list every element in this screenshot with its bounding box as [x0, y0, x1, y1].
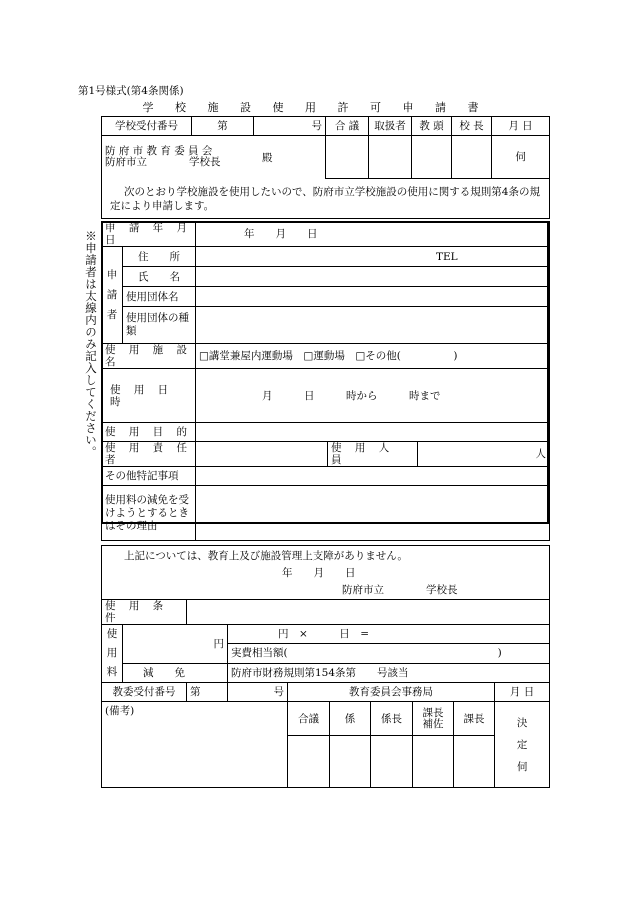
applicant-label: 申請者 — [102, 247, 123, 344]
stamp-gougi[interactable] — [326, 136, 369, 179]
headcount-field[interactable] — [418, 442, 550, 467]
other-field[interactable] — [196, 467, 550, 486]
purpose-label: 使 用 目 的 — [102, 423, 196, 442]
stamp-kakaricho-box[interactable] — [371, 736, 413, 788]
addressee-cell — [102, 136, 326, 179]
col-gougi: 合 議 — [326, 117, 369, 136]
actual-cost[interactable]: 実費相当額( ) — [228, 644, 550, 663]
address-field[interactable] — [196, 247, 550, 267]
stamp-label-kacho: 課長 — [454, 702, 495, 736]
dono: 殿 — [262, 152, 273, 164]
facility-options[interactable]: □講堂兼屋内運動場 □運動場 □その他( ) — [196, 344, 550, 369]
date-label: 申 請 年 月 日 — [102, 222, 196, 247]
conditions-label: 使 用 条 件 — [102, 600, 187, 625]
col-vice-principal: 教 頭 — [412, 117, 452, 136]
col-month-day: 月 日 — [492, 117, 550, 136]
office-month-day: 月 日 — [495, 683, 550, 702]
remarks-cell[interactable] — [102, 702, 288, 788]
fee-amount[interactable] — [123, 625, 228, 664]
notice-date[interactable]: 年 月 日 — [282, 567, 356, 579]
headcount-label: 使 用 人 員 — [328, 442, 418, 467]
addressee-line1: 防 府 市 教 育 委 員 会 — [105, 145, 213, 158]
stamp-deputy-box[interactable] — [413, 736, 454, 788]
form-number: 第1号様式(第4条関係) — [78, 85, 184, 97]
date-value[interactable]: 年 月 日 — [196, 222, 550, 247]
stamp-vice-principal[interactable] — [412, 136, 452, 179]
board-receipt-label: 教委受付番号 — [102, 683, 187, 702]
person-unit: 人 — [535, 448, 547, 460]
stamp-handler[interactable] — [369, 136, 412, 179]
secretariat: 教育委員会事務局 — [288, 683, 495, 702]
datetime-value[interactable]: 月 日 時から 時まで — [196, 369, 550, 423]
stamp-principal[interactable] — [452, 136, 492, 179]
stamp-label-deputy: 課長補佐 — [413, 702, 454, 736]
yen-unit: 円 — [213, 637, 224, 650]
datetime-label: 使 用 日 時 — [102, 369, 196, 423]
decision: 決定伺 — [495, 702, 550, 788]
application-table — [101, 221, 550, 541]
notice-cell — [102, 546, 550, 600]
group-type-label: 使用団体の種類 — [123, 307, 196, 344]
manager-label: 使 用 責 任 者 — [102, 442, 196, 467]
side-note: ※申請者は太線内のみ記入してください。 — [84, 230, 98, 458]
col-principal: 校 長 — [452, 117, 492, 136]
col-handler: 取扱者 — [369, 117, 412, 136]
receipt-no-label: 学校受付番号 — [102, 117, 192, 136]
other-label: その他特記事項 — [102, 467, 196, 486]
regulation[interactable]: 防府市財務規則第154条第 号該当 — [228, 663, 550, 682]
group-field[interactable] — [196, 287, 550, 307]
receipt-dai: 第 — [192, 117, 254, 136]
conditions-field[interactable] — [187, 600, 550, 625]
fee-calc[interactable]: 円 × 日 = — [228, 625, 550, 644]
manager-field[interactable] — [196, 442, 328, 467]
form-title: 学 校 施 設 使 用 許 可 申 請 書 — [142, 101, 488, 114]
stamp-label-kakari: 係 — [330, 702, 371, 736]
notice-text: 上記については、教育上及び施設管理上支障がありません。 — [124, 550, 408, 562]
board-go: 号 — [228, 683, 288, 702]
reduction-label: 減 免 — [123, 663, 228, 682]
group-type-field[interactable] — [196, 307, 550, 344]
exemption-field[interactable] — [196, 486, 550, 541]
exemption-label: 使用料の減免を受けようとするときはその理由 — [102, 486, 196, 541]
fee-label: 使用料 — [102, 625, 123, 683]
stamp-label-kakaricho: 係長 — [371, 702, 413, 736]
stamp-label-gougi: 合議 — [288, 702, 330, 736]
board-dai: 第 — [187, 683, 228, 702]
facility-label: 使 用 施 設 名 — [102, 344, 196, 369]
approval-header-table — [101, 116, 550, 219]
name-field[interactable] — [196, 267, 550, 287]
stamp-kakari-box[interactable] — [330, 736, 371, 788]
notice-signer: 防府市立 学校長 — [342, 584, 458, 596]
office-table — [101, 545, 550, 788]
stamp-kacho-box[interactable] — [454, 736, 495, 788]
name-label: 氏 名 — [123, 267, 196, 287]
stamp-gougi-box[interactable] — [288, 736, 330, 788]
addressee-line2: 防府市立 学校長 — [105, 156, 221, 169]
ukagai: 伺 — [492, 136, 550, 179]
remarks-label: (備考) — [105, 705, 135, 717]
receipt-go: 号 — [254, 117, 326, 136]
purpose-field[interactable] — [196, 423, 550, 442]
tel-label: TEL — [436, 250, 458, 263]
address-label: 住 所 — [123, 247, 196, 267]
group-label: 使用団体名 — [123, 287, 196, 307]
intro-text: 次のとおり学校施設を使用したいので、防府市立学校施設の使用に関する規則第4条の規定により申請します。 — [102, 179, 550, 219]
